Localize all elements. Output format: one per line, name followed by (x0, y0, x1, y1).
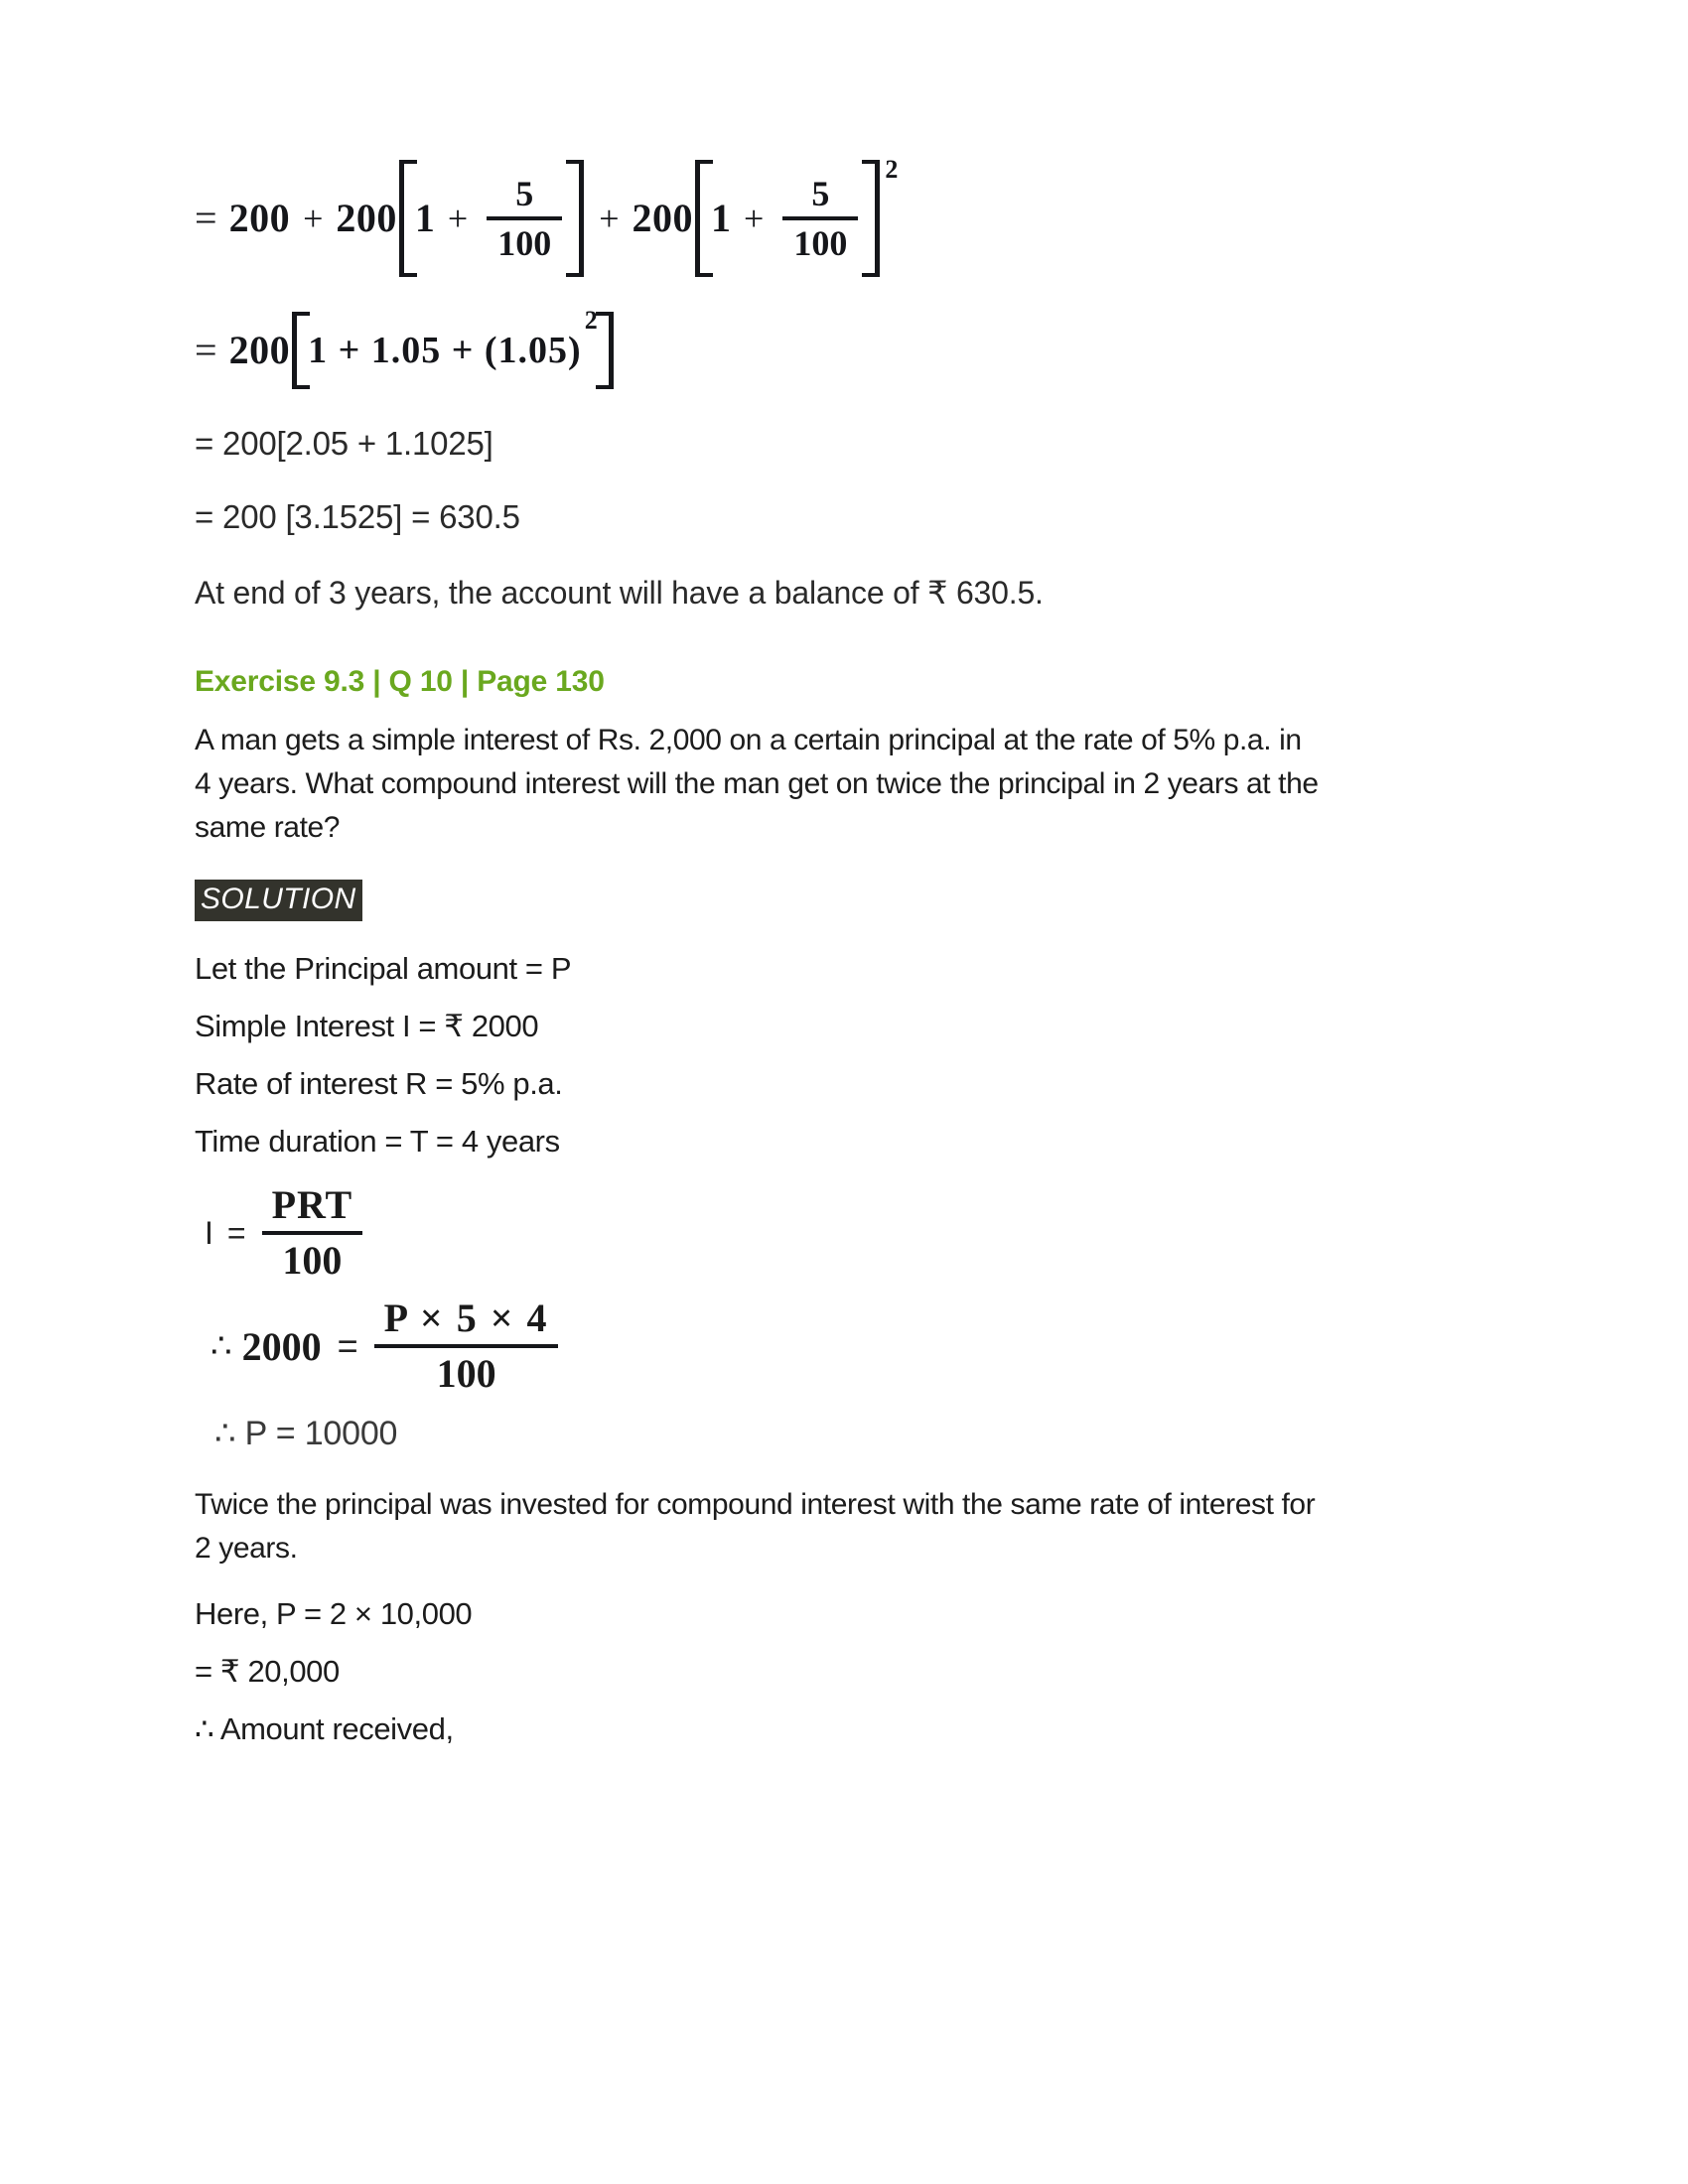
solution-label: SOLUTION (195, 880, 362, 921)
compound-interest-paragraph (195, 1483, 1495, 1570)
solution-label-wrapper (195, 880, 1495, 921)
substitution-therefore: ∴ (211, 1327, 232, 1365)
exercise-heading: Exercise 9.3 | Q 10 | Page 130 (195, 665, 605, 698)
paragraph-line-1: Twice the principal was invested for compound interest with the same rate of interest for (195, 1488, 1316, 1521)
page-content (195, 149, 1495, 1751)
equation-2-equals: = (195, 328, 217, 372)
equation-line-3: = 200[2.05 + 1.1025] (195, 425, 493, 462)
equation-1-exponent: 2 (885, 155, 899, 184)
substitution-equation (195, 1298, 1495, 1394)
balance-conclusion-text: At end of 3 years, the account will have a balance of ₹ 630.5. (195, 575, 1044, 611)
question-line-2: 4 years. What compound interest will the man get on twice the principal in 2 years at the (195, 767, 1319, 800)
equation-1-bracket-2 (695, 160, 880, 277)
substitution-denominator: 100 (436, 1351, 496, 1396)
solution-step-6: = ₹ 20,000 (195, 1654, 340, 1689)
formula-equals: = (226, 1214, 246, 1251)
equation-2-inner-exponent: 2 (584, 306, 598, 335)
substitution-equals: = (337, 1325, 358, 1366)
substitution-lhs: 2000 (241, 1323, 322, 1369)
equation-line-2 (195, 306, 1495, 395)
equation-2-inner: 1 + 1.05 + (1.05) (308, 330, 582, 371)
solution-step-1: Let the Principal amount = P (195, 951, 572, 986)
solution-step-4: Time duration = T = 4 years (195, 1124, 560, 1159)
solution-step-7: ∴ Amount received, (195, 1711, 454, 1746)
equation-1-fraction-1 (487, 176, 562, 261)
equation-1-bracket-1-one: 1 (414, 196, 435, 240)
equation-1-bracket-1-plus: + (447, 199, 469, 238)
equation-line-1 (195, 149, 1495, 288)
equation-1-term-2: 200 (336, 196, 397, 240)
question-line-1: A man gets a simple interest of Rs. 2,000 on a certain principal at the rate of 5% p.a. in (195, 724, 1302, 756)
equation-1-fraction-2-numerator: 5 (811, 174, 830, 213)
solution-step-5: Here, P = 2 × 10,000 (195, 1596, 473, 1631)
equation-1-term-3: 200 (632, 196, 693, 240)
principal-result: ∴ P = 10000 (214, 1415, 398, 1452)
paragraph-line-2: 2 years. (195, 1532, 298, 1565)
equation-1-fraction-1-numerator: 5 (515, 174, 534, 213)
equation-1-fraction-1-denominator: 100 (497, 223, 552, 263)
substitution-numerator: P × 5 × 4 (383, 1296, 549, 1340)
formula-lhs: I (205, 1214, 213, 1251)
equation-1-fraction-2 (782, 176, 858, 261)
substitution-fraction (374, 1298, 559, 1394)
equation-2-coefficient: 200 (228, 328, 291, 372)
equation-1-equals: = (195, 196, 217, 240)
equation-1-term-1: 200 (228, 196, 291, 240)
equation-1-plus-1: + (303, 199, 324, 238)
equation-line-4: = 200 [3.1525] = 630.5 (195, 498, 520, 535)
formula-fraction (262, 1182, 363, 1283)
equation-1-bracket-1 (399, 160, 584, 277)
question-text (195, 719, 1495, 850)
formula-denominator: 100 (282, 1238, 343, 1283)
equation-1-fraction-2-denominator: 100 (793, 223, 848, 263)
simple-interest-formula (195, 1182, 1495, 1283)
formula-numerator: PRT (271, 1182, 353, 1227)
solution-step-3: Rate of interest R = 5% p.a. (195, 1066, 563, 1101)
equation-1-plus-2: + (599, 199, 620, 238)
solution-step-2: Simple Interest I = ₹ 2000 (195, 1009, 539, 1043)
question-line-3: same rate? (195, 811, 341, 844)
equation-1-bracket-2-plus: + (744, 199, 765, 238)
equation-1-bracket-2-one: 1 (711, 196, 731, 240)
equation-2-bracket (292, 306, 614, 389)
